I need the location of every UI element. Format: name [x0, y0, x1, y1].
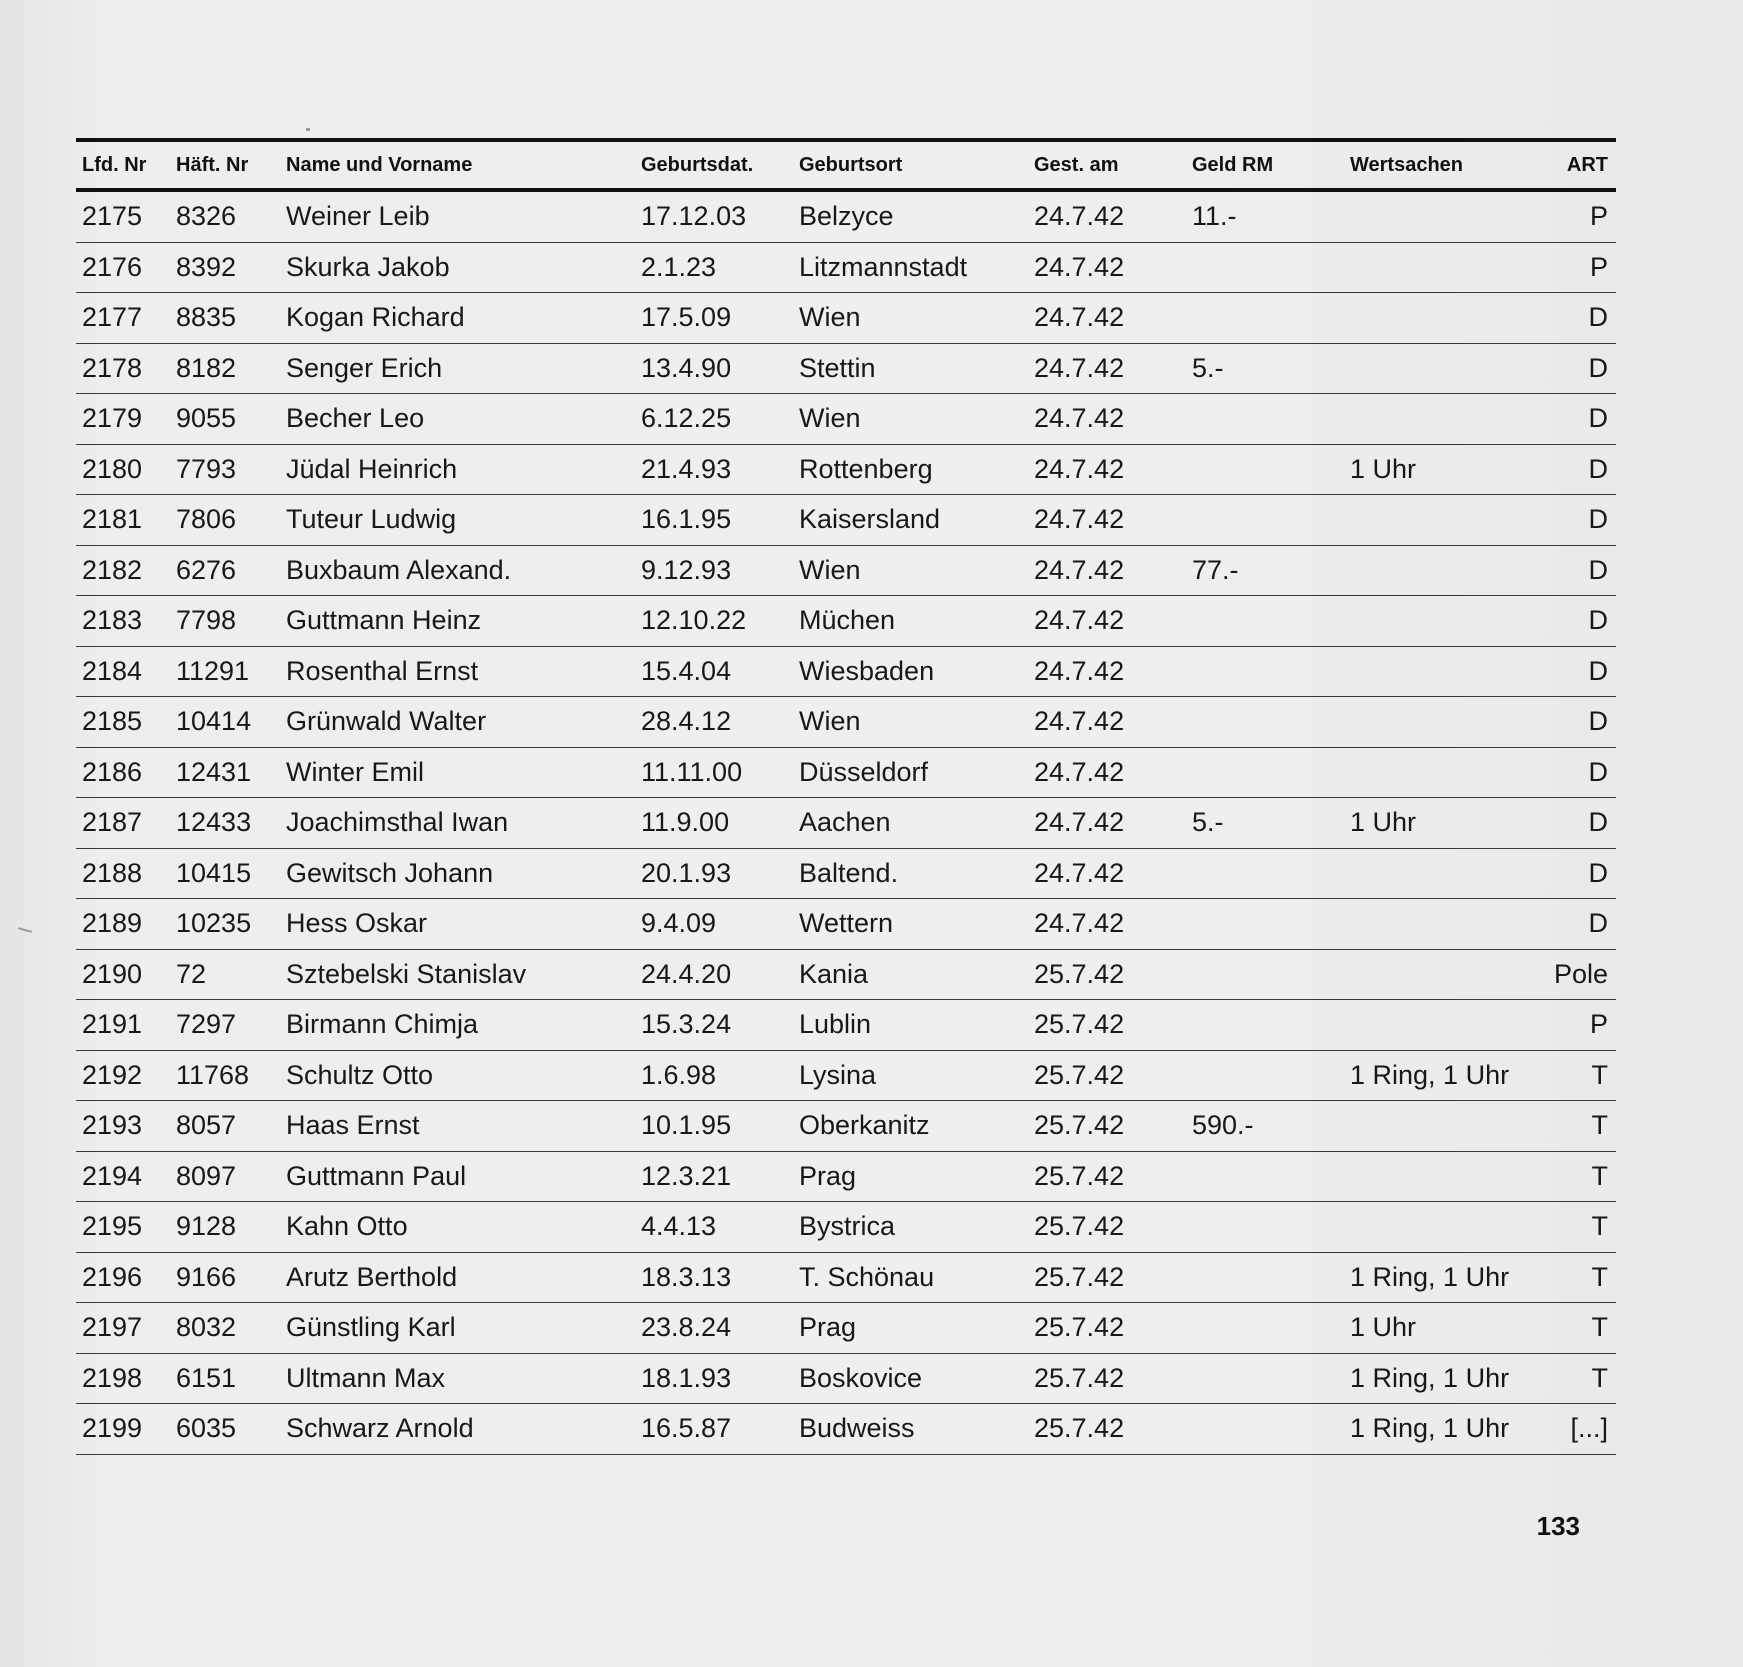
- scan-mark-left-edge: [18, 927, 32, 933]
- cell-wertsachen: [1344, 1101, 1536, 1152]
- cell-lfd-nr: 2194: [76, 1151, 170, 1202]
- cell-geld-rm: [1186, 1303, 1344, 1354]
- cell-lfd-nr: 2185: [76, 697, 170, 748]
- cell-geburtsort: Stettin: [793, 343, 1028, 394]
- scan-speck: [306, 128, 310, 131]
- header-row: [76, 140, 1616, 190]
- cell-gest-am: 24.7.42: [1028, 343, 1186, 394]
- cell-name: Kahn Otto: [280, 1202, 635, 1253]
- cell-name: Skurka Jakob: [280, 242, 635, 293]
- cell-geburtsdatum: 11.11.00: [635, 747, 793, 798]
- cell-geburtsort: Budweiss: [793, 1404, 1028, 1455]
- cell-geburtsort: Kania: [793, 949, 1028, 1000]
- cell-wertsachen: 1 Uhr: [1344, 444, 1536, 495]
- cell-haeft-nr: 9055: [170, 394, 280, 445]
- cell-geburtsdatum: 28.4.12: [635, 697, 793, 748]
- cell-haeft-nr: 8326: [170, 190, 280, 242]
- cell-name: Tuteur Ludwig: [280, 495, 635, 546]
- cell-art: D: [1536, 495, 1616, 546]
- header-geld-rm: Geld RM: [1192, 153, 1274, 176]
- cell-gest-am: 24.7.42: [1028, 545, 1186, 596]
- cell-geld-rm: 77.-: [1186, 545, 1344, 596]
- cell-geburtsort: Oberkanitz: [793, 1101, 1028, 1152]
- cell-name: Ultmann Max: [280, 1353, 635, 1404]
- cell-lfd-nr: 2191: [76, 1000, 170, 1051]
- table-row: [76, 1303, 1616, 1354]
- cell-haeft-nr: 12433: [170, 798, 280, 849]
- cell-haeft-nr: 11291: [170, 646, 280, 697]
- cell-name: Weiner Leib: [280, 190, 635, 242]
- table-body: [76, 190, 1616, 1454]
- cell-gest-am: 24.7.42: [1028, 394, 1186, 445]
- cell-haeft-nr: 6276: [170, 545, 280, 596]
- cell-wertsachen: 1 Ring, 1 Uhr: [1344, 1404, 1536, 1455]
- cell-gest-am: 25.7.42: [1028, 1303, 1186, 1354]
- header-name: Name und Vorname: [286, 153, 473, 176]
- cell-geld-rm: [1186, 697, 1344, 748]
- cell-art: [...]: [1536, 1404, 1616, 1455]
- cell-gest-am: 24.7.42: [1028, 495, 1186, 546]
- cell-gest-am: 24.7.42: [1028, 798, 1186, 849]
- cell-haeft-nr: 9166: [170, 1252, 280, 1303]
- cell-lfd-nr: 2196: [76, 1252, 170, 1303]
- cell-wertsachen: 1 Uhr: [1344, 798, 1536, 849]
- table-row: [76, 697, 1616, 748]
- table-row: [76, 444, 1616, 495]
- table-row: [76, 596, 1616, 647]
- cell-art: T: [1536, 1303, 1616, 1354]
- cell-wertsachen: [1344, 190, 1536, 242]
- cell-haeft-nr: 8057: [170, 1101, 280, 1152]
- cell-geburtsort: Prag: [793, 1303, 1028, 1354]
- header-geburtsort: Geburtsort: [799, 153, 903, 176]
- header-haeft-nr: Häft. Nr: [176, 153, 249, 176]
- table-row: [76, 495, 1616, 546]
- cell-art: Pole: [1536, 949, 1616, 1000]
- table-row: [76, 747, 1616, 798]
- table-row: [76, 1404, 1616, 1455]
- cell-art: D: [1536, 444, 1616, 495]
- cell-name: Schwarz Arnold: [280, 1404, 635, 1455]
- cell-geld-rm: [1186, 596, 1344, 647]
- cell-haeft-nr: 8182: [170, 343, 280, 394]
- cell-gest-am: 24.7.42: [1028, 242, 1186, 293]
- cell-lfd-nr: 2175: [76, 190, 170, 242]
- cell-wertsachen: [1344, 697, 1536, 748]
- cell-gest-am: 25.7.42: [1028, 1000, 1186, 1051]
- cell-lfd-nr: 2183: [76, 596, 170, 647]
- cell-lfd-nr: 2184: [76, 646, 170, 697]
- table-row: [76, 242, 1616, 293]
- cell-geburtsdatum: 12.3.21: [635, 1151, 793, 1202]
- cell-gest-am: 25.7.42: [1028, 1151, 1186, 1202]
- cell-geld-rm: [1186, 848, 1344, 899]
- cell-haeft-nr: 6035: [170, 1404, 280, 1455]
- cell-geburtsort: Düsseldorf: [793, 747, 1028, 798]
- cell-lfd-nr: 2198: [76, 1353, 170, 1404]
- cell-geburtsdatum: 18.1.93: [635, 1353, 793, 1404]
- cell-geburtsdatum: 6.12.25: [635, 394, 793, 445]
- cell-haeft-nr: 8097: [170, 1151, 280, 1202]
- cell-wertsachen: [1344, 899, 1536, 950]
- cell-lfd-nr: 2197: [76, 1303, 170, 1354]
- cell-geburtsdatum: 24.4.20: [635, 949, 793, 1000]
- cell-wertsachen: [1344, 242, 1536, 293]
- cell-geld-rm: [1186, 293, 1344, 344]
- cell-art: T: [1536, 1252, 1616, 1303]
- cell-geburtsdatum: 17.5.09: [635, 293, 793, 344]
- table-row: [76, 949, 1616, 1000]
- cell-name: Senger Erich: [280, 343, 635, 394]
- cell-geburtsort: Wien: [793, 293, 1028, 344]
- cell-haeft-nr: 8392: [170, 242, 280, 293]
- cell-wertsachen: [1344, 596, 1536, 647]
- cell-name: Gewitsch Johann: [280, 848, 635, 899]
- cell-art: T: [1536, 1353, 1616, 1404]
- cell-geburtsort: T. Schönau: [793, 1252, 1028, 1303]
- cell-geburtsort: Kaisersland: [793, 495, 1028, 546]
- table-row: [76, 1151, 1616, 1202]
- cell-wertsachen: 1 Ring, 1 Uhr: [1344, 1252, 1536, 1303]
- cell-art: D: [1536, 848, 1616, 899]
- cell-gest-am: 25.7.42: [1028, 1101, 1186, 1152]
- cell-geld-rm: [1186, 242, 1344, 293]
- cell-name: Jüdal Heinrich: [280, 444, 635, 495]
- cell-geburtsort: Rottenberg: [793, 444, 1028, 495]
- cell-geburtsdatum: 16.5.87: [635, 1404, 793, 1455]
- cell-geburtsdatum: 16.1.95: [635, 495, 793, 546]
- cell-art: P: [1536, 1000, 1616, 1051]
- cell-geburtsort: Boskovice: [793, 1353, 1028, 1404]
- table-row: [76, 646, 1616, 697]
- cell-geburtsort: Lysina: [793, 1050, 1028, 1101]
- cell-geburtsort: Prag: [793, 1151, 1028, 1202]
- cell-name: Sztebelski Stanislav: [280, 949, 635, 1000]
- cell-geburtsdatum: 12.10.22: [635, 596, 793, 647]
- cell-lfd-nr: 2195: [76, 1202, 170, 1253]
- cell-haeft-nr: 10415: [170, 848, 280, 899]
- cell-geburtsdatum: 18.3.13: [635, 1252, 793, 1303]
- cell-lfd-nr: 2180: [76, 444, 170, 495]
- cell-geld-rm: 5.-: [1186, 798, 1344, 849]
- cell-gest-am: 24.7.42: [1028, 293, 1186, 344]
- cell-geburtsort: Baltend.: [793, 848, 1028, 899]
- cell-wertsachen: [1344, 747, 1536, 798]
- cell-geld-rm: [1186, 949, 1344, 1000]
- cell-haeft-nr: 7297: [170, 1000, 280, 1051]
- cell-art: D: [1536, 646, 1616, 697]
- cell-haeft-nr: 10235: [170, 899, 280, 950]
- cell-gest-am: 24.7.42: [1028, 596, 1186, 647]
- table-row: [76, 394, 1616, 445]
- cell-lfd-nr: 2192: [76, 1050, 170, 1101]
- table-row: [76, 1202, 1616, 1253]
- cell-wertsachen: [1344, 1151, 1536, 1202]
- cell-geburtsdatum: 13.4.90: [635, 343, 793, 394]
- cell-geld-rm: [1186, 1000, 1344, 1051]
- cell-lfd-nr: 2199: [76, 1404, 170, 1455]
- cell-art: T: [1536, 1101, 1616, 1152]
- cell-name: Grünwald Walter: [280, 697, 635, 748]
- cell-wertsachen: [1344, 1202, 1536, 1253]
- cell-geburtsort: Belzyce: [793, 190, 1028, 242]
- cell-lfd-nr: 2193: [76, 1101, 170, 1152]
- cell-wertsachen: [1344, 545, 1536, 596]
- cell-geld-rm: [1186, 646, 1344, 697]
- cell-lfd-nr: 2178: [76, 343, 170, 394]
- table-row: [76, 899, 1616, 950]
- cell-name: Hess Oskar: [280, 899, 635, 950]
- cell-geld-rm: [1186, 899, 1344, 950]
- table-row: [76, 1101, 1616, 1152]
- cell-geld-rm: [1186, 394, 1344, 445]
- cell-art: D: [1536, 747, 1616, 798]
- cell-gest-am: 24.7.42: [1028, 444, 1186, 495]
- cell-name: Kogan Richard: [280, 293, 635, 344]
- cell-geburtsort: Wettern: [793, 899, 1028, 950]
- header-art: ART: [1566, 153, 1608, 176]
- header-gest-am: Gest. am: [1034, 153, 1119, 176]
- cell-geld-rm: 590.-: [1186, 1101, 1344, 1152]
- cell-geburtsort: Aachen: [793, 798, 1028, 849]
- cell-haeft-nr: 7798: [170, 596, 280, 647]
- cell-geburtsort: Bystrica: [793, 1202, 1028, 1253]
- cell-haeft-nr: 8835: [170, 293, 280, 344]
- cell-name: Arutz Berthold: [280, 1252, 635, 1303]
- cell-gest-am: 25.7.42: [1028, 1050, 1186, 1101]
- cell-geld-rm: 11.-: [1186, 190, 1344, 242]
- cell-art: D: [1536, 343, 1616, 394]
- cell-lfd-nr: 2187: [76, 798, 170, 849]
- cell-geburtsort: Wien: [793, 545, 1028, 596]
- cell-geburtsdatum: 23.8.24: [635, 1303, 793, 1354]
- cell-name: Winter Emil: [280, 747, 635, 798]
- page-number: 133: [1536, 1511, 1580, 1541]
- cell-haeft-nr: 11768: [170, 1050, 280, 1101]
- cell-geburtsort: Lublin: [793, 1000, 1028, 1051]
- cell-wertsachen: [1344, 495, 1536, 546]
- table-row: [76, 1000, 1616, 1051]
- cell-name: Rosenthal Ernst: [280, 646, 635, 697]
- cell-gest-am: 24.7.42: [1028, 899, 1186, 950]
- cell-geburtsdatum: 20.1.93: [635, 848, 793, 899]
- cell-gest-am: 25.7.42: [1028, 1353, 1186, 1404]
- cell-geld-rm: [1186, 1202, 1344, 1253]
- cell-art: T: [1536, 1050, 1616, 1101]
- cell-geburtsdatum: 9.4.09: [635, 899, 793, 950]
- cell-wertsachen: [1344, 1000, 1536, 1051]
- cell-geld-rm: [1186, 1404, 1344, 1455]
- cell-art: P: [1536, 242, 1616, 293]
- cell-name: Günstling Karl: [280, 1303, 635, 1354]
- cell-haeft-nr: 7793: [170, 444, 280, 495]
- cell-geld-rm: [1186, 444, 1344, 495]
- table-row: [76, 545, 1616, 596]
- table-row: [76, 190, 1616, 242]
- cell-geburtsdatum: 15.3.24: [635, 1000, 793, 1051]
- cell-geld-rm: [1186, 747, 1344, 798]
- table-row: [76, 343, 1616, 394]
- cell-art: D: [1536, 545, 1616, 596]
- cell-wertsachen: [1344, 848, 1536, 899]
- cell-art: P: [1536, 190, 1616, 242]
- cell-name: Becher Leo: [280, 394, 635, 445]
- cell-wertsachen: 1 Uhr: [1344, 1303, 1536, 1354]
- cell-gest-am: 24.7.42: [1028, 646, 1186, 697]
- cell-name: Joachimsthal Iwan: [280, 798, 635, 849]
- cell-name: Guttmann Paul: [280, 1151, 635, 1202]
- cell-geburtsdatum: 17.12.03: [635, 190, 793, 242]
- cell-geburtsdatum: 11.9.00: [635, 798, 793, 849]
- cell-haeft-nr: 12431: [170, 747, 280, 798]
- cell-name: Schultz Otto: [280, 1050, 635, 1101]
- cell-geburtsdatum: 10.1.95: [635, 1101, 793, 1152]
- cell-wertsachen: 1 Ring, 1 Uhr: [1344, 1353, 1536, 1404]
- cell-art: D: [1536, 596, 1616, 647]
- cell-lfd-nr: 2176: [76, 242, 170, 293]
- cell-geburtsdatum: 9.12.93: [635, 545, 793, 596]
- cell-wertsachen: [1344, 293, 1536, 344]
- cell-geburtsort: Litzmannstadt: [793, 242, 1028, 293]
- table-row: [76, 1252, 1616, 1303]
- cell-gest-am: 25.7.42: [1028, 1404, 1186, 1455]
- cell-geburtsdatum: 2.1.23: [635, 242, 793, 293]
- cell-art: D: [1536, 697, 1616, 748]
- table-row: [76, 1050, 1616, 1101]
- header-geburtsdatum: Geburtsdat.: [641, 153, 754, 176]
- cell-haeft-nr: 10414: [170, 697, 280, 748]
- cell-wertsachen: [1344, 343, 1536, 394]
- cell-art: D: [1536, 798, 1616, 849]
- cell-haeft-nr: 72: [170, 949, 280, 1000]
- cell-geburtsort: Wien: [793, 394, 1028, 445]
- cell-geburtsdatum: 1.6.98: [635, 1050, 793, 1101]
- cell-geburtsdatum: 15.4.04: [635, 646, 793, 697]
- cell-geburtsort: Wiesbaden: [793, 646, 1028, 697]
- cell-art: D: [1536, 293, 1616, 344]
- table-row: [76, 798, 1616, 849]
- cell-wertsachen: [1344, 646, 1536, 697]
- cell-haeft-nr: 6151: [170, 1353, 280, 1404]
- cell-gest-am: 25.7.42: [1028, 1202, 1186, 1253]
- cell-geld-rm: 5.-: [1186, 343, 1344, 394]
- cell-gest-am: 24.7.42: [1028, 747, 1186, 798]
- cell-name: Birmann Chimja: [280, 1000, 635, 1051]
- table-row: [76, 293, 1616, 344]
- table-header: [76, 140, 1616, 190]
- cell-geburtsdatum: 21.4.93: [635, 444, 793, 495]
- cell-wertsachen: [1344, 394, 1536, 445]
- cell-name: Haas Ernst: [280, 1101, 635, 1152]
- cell-name: Buxbaum Alexand.: [280, 545, 635, 596]
- prisoner-register-table: [76, 138, 1616, 1455]
- cell-geld-rm: [1186, 1252, 1344, 1303]
- cell-art: T: [1536, 1202, 1616, 1253]
- header-lfd-nr: Lfd. Nr: [82, 153, 147, 176]
- cell-lfd-nr: 2189: [76, 899, 170, 950]
- table-row: [76, 848, 1616, 899]
- cell-haeft-nr: 7806: [170, 495, 280, 546]
- cell-lfd-nr: 2186: [76, 747, 170, 798]
- cell-gest-am: 25.7.42: [1028, 1252, 1186, 1303]
- cell-geburtsdatum: 4.4.13: [635, 1202, 793, 1253]
- cell-lfd-nr: 2182: [76, 545, 170, 596]
- cell-geld-rm: [1186, 1151, 1344, 1202]
- cell-name: Guttmann Heinz: [280, 596, 635, 647]
- cell-gest-am: 24.7.42: [1028, 848, 1186, 899]
- cell-haeft-nr: 9128: [170, 1202, 280, 1253]
- header-wertsachen: Wertsachen: [1350, 153, 1464, 176]
- cell-geld-rm: [1186, 1353, 1344, 1404]
- cell-geburtsort: Müchen: [793, 596, 1028, 647]
- cell-art: D: [1536, 899, 1616, 950]
- cell-lfd-nr: 2177: [76, 293, 170, 344]
- cell-gest-am: 25.7.42: [1028, 949, 1186, 1000]
- cell-lfd-nr: 2179: [76, 394, 170, 445]
- cell-lfd-nr: 2188: [76, 848, 170, 899]
- cell-gest-am: 24.7.42: [1028, 190, 1186, 242]
- cell-wertsachen: [1344, 949, 1536, 1000]
- cell-geld-rm: [1186, 1050, 1344, 1101]
- cell-geld-rm: [1186, 495, 1344, 546]
- cell-haeft-nr: 8032: [170, 1303, 280, 1354]
- cell-geburtsort: Wien: [793, 697, 1028, 748]
- table-row: [76, 1353, 1616, 1404]
- cell-art: D: [1536, 394, 1616, 445]
- cell-art: T: [1536, 1151, 1616, 1202]
- cell-lfd-nr: 2181: [76, 495, 170, 546]
- cell-gest-am: 24.7.42: [1028, 697, 1186, 748]
- cell-wertsachen: 1 Ring, 1 Uhr: [1344, 1050, 1536, 1101]
- cell-lfd-nr: 2190: [76, 949, 170, 1000]
